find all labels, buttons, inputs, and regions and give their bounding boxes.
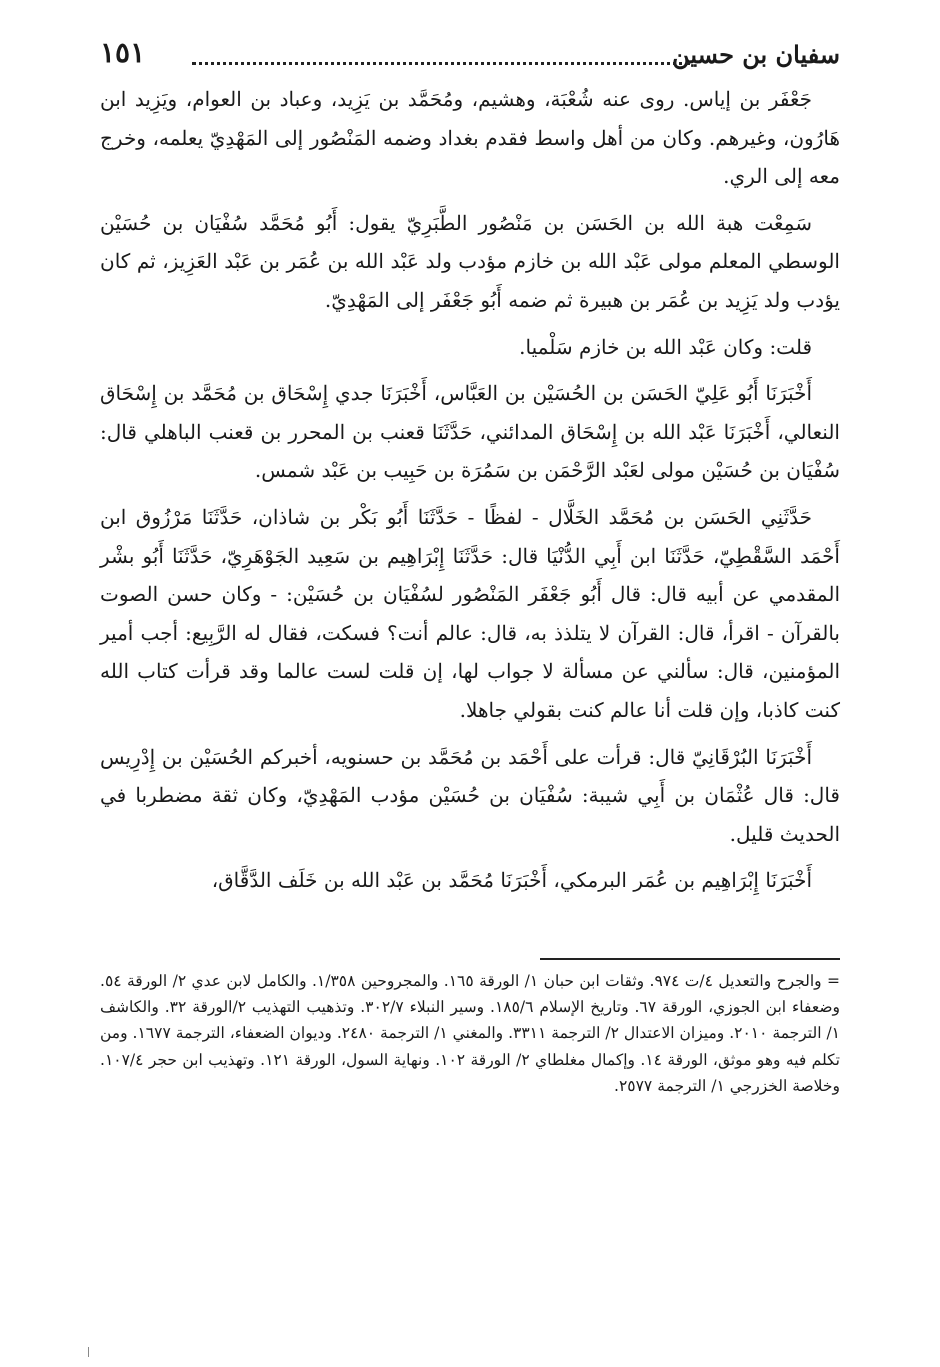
paragraph: قلت: وكان عَبْد الله بن خازم سَلْميا. [519,334,812,359]
paragraph: أَخْبَرَنَا إِبْرَاهِيم بن عُمَر البرمكي، أَخْبَرَنَا مُحَمَّد بن عَبْد الله بن خَلَف الدَّقَّاق، [211,868,812,893]
page-number: ١٥١ [100,36,146,69]
running-header [100,36,840,80]
running-header-title: سفيان بن حسين [672,40,840,69]
paragraph: أَخْبَرَنَا البُرْقَانِيّ قال: قرأت على أَحْمَد بن مُحَمَّد بن حسنويه، أخبركم الحُسَيْن بن إِدْرِيس قال: قال عُثْمَان بن أَبِي شيبة: سُفْيَان بن حُسَيْن مؤدب المَهْدِيّ، وكان ثقة مضطربا في الحديث قليل. [100,744,840,846]
paragraph: أَخْبَرَنَا أَبُو عَلِيّ الحَسَن بن الحُسَيْن بن العَبَّاس، أَخْبَرَنَا جدي إِسْحَاق بن مُحَمَّد بن إِسْحَاق النعالي، أَخْبَرَنَا عَبْد الله بن إِسْحَاق المدائني، حَدَّثَنَا قعنب بن المحرر بن قعنب الباهلي قال: سُفْيَان بن حُسَيْن مولى لعَبْد الرَّحْمَن بن سَمُرَة بن حَبِيب بن عَبْد شمس. [100,381,840,483]
footnote-divider [540,958,840,960]
book-page [100,36,840,1346]
paragraph: سَمِعْت هبة الله بن الحَسَن بن مَنْصُور الطَّبَرِيّ يقول: أَبُو مُحَمَّد سُفْيَان بن حُسَيْن الوسطي المعلم مولى عَبْد الله بن خازم مؤدب ولد عَبْد الله بن عُمَر بن عَبْد العَزِيز، ثم كان يؤدب ولد يَزِيد بن عُمَر بن هبيرة ثم ضمه أَبُو جَعْفَر إلى المَهْدِيّ. [100,210,840,312]
paragraph: حَدَّثَنِي الحَسَن بن مُحَمَّد الخَلَّال - لفظًا - حَدَّثَنَا أَبُو بَكْر بن شاذان، حَدَّثَنَا مَرْزُوق ابن أَحْمَد السَّقْطِيّ، حَدَّثَنَا ابن أَبِي الدُّنْيَا قال: حَدَّثَنَا إِبْرَاهِيم بن سَعِيد الجَوْهَرِيّ، حَدَّثَنَا أَبُو بشْر المقدمي عن أبيه قال: قال أَبُو جَعْفَر المَنْصُور لسُفْيَان بن حُسَيْن: - وكان حسن الصوت بالقرآن - اقرأ، قال: القرآن لا يتلذذ به، قال: عالم أنت؟ فسكت، فقال له الرَّبِيع: أجب أمير المؤمنين، قال: سألني عن مسألة لا جواب لها، إن قلت لست عالما وقد قرأت كتاب الله كنت كاذبا، وإن قلت أنا عالم كنت بقولي جاهلا. [100,504,840,722]
main-text [100,80,840,900]
margin-mark [88,1347,89,1357]
paragraph: جَعْفَر بن إياس. روى عنه شُعْبَة، وهشيم، ومُحَمَّد بن يَزِيد، وعباد بن العوام، ويَزِيد ابن هَارُون، وغيرهم. وكان من أهل واسط فقدم بغداد وضمه المَنْصُور إلى المَهْدِيّ يعلمه، وخرج معه إلى الري. [100,87,840,189]
footnote: = والجرح والتعديل ٤/ت ٩٧٤. وثقات ابن حبان ١/ الورقة ١٦٥. والمجروحين ١/٣٥٨. والكامل لابن عدي ٢/ الورقة ٥٤. وضعفاء ابن الجوزي، الورقة ٦٧. وتاريخ الإسلام ١٨٥/٦. وسير النبلاء ٣٠٢/٧. وتذهيب التهذيب ٢/الورقة ٣٢. والكاشف ١/ الترجمة ٢٠١٠. وميزان الاعتدال ٢/ الترجمة ٣٣١١. والمغني ١/ الترجمة ٢٤٨٠. وديوان الضعفاء، الترجمة ١٦٧٧. ومن تكلم فيه وهو موثق، الورقة ١٤. وإكمال مغلطاي ٢/ الورقة ١٠٢. ونهاية السول، الورقة ١٢١. وتهذيب ابن حجر ١٠٧/٤. وخلاصة الخزرجي ١/ الترجمة ٢٥٧٧. [100,971,841,1096]
header-dot-leader [192,62,690,65]
